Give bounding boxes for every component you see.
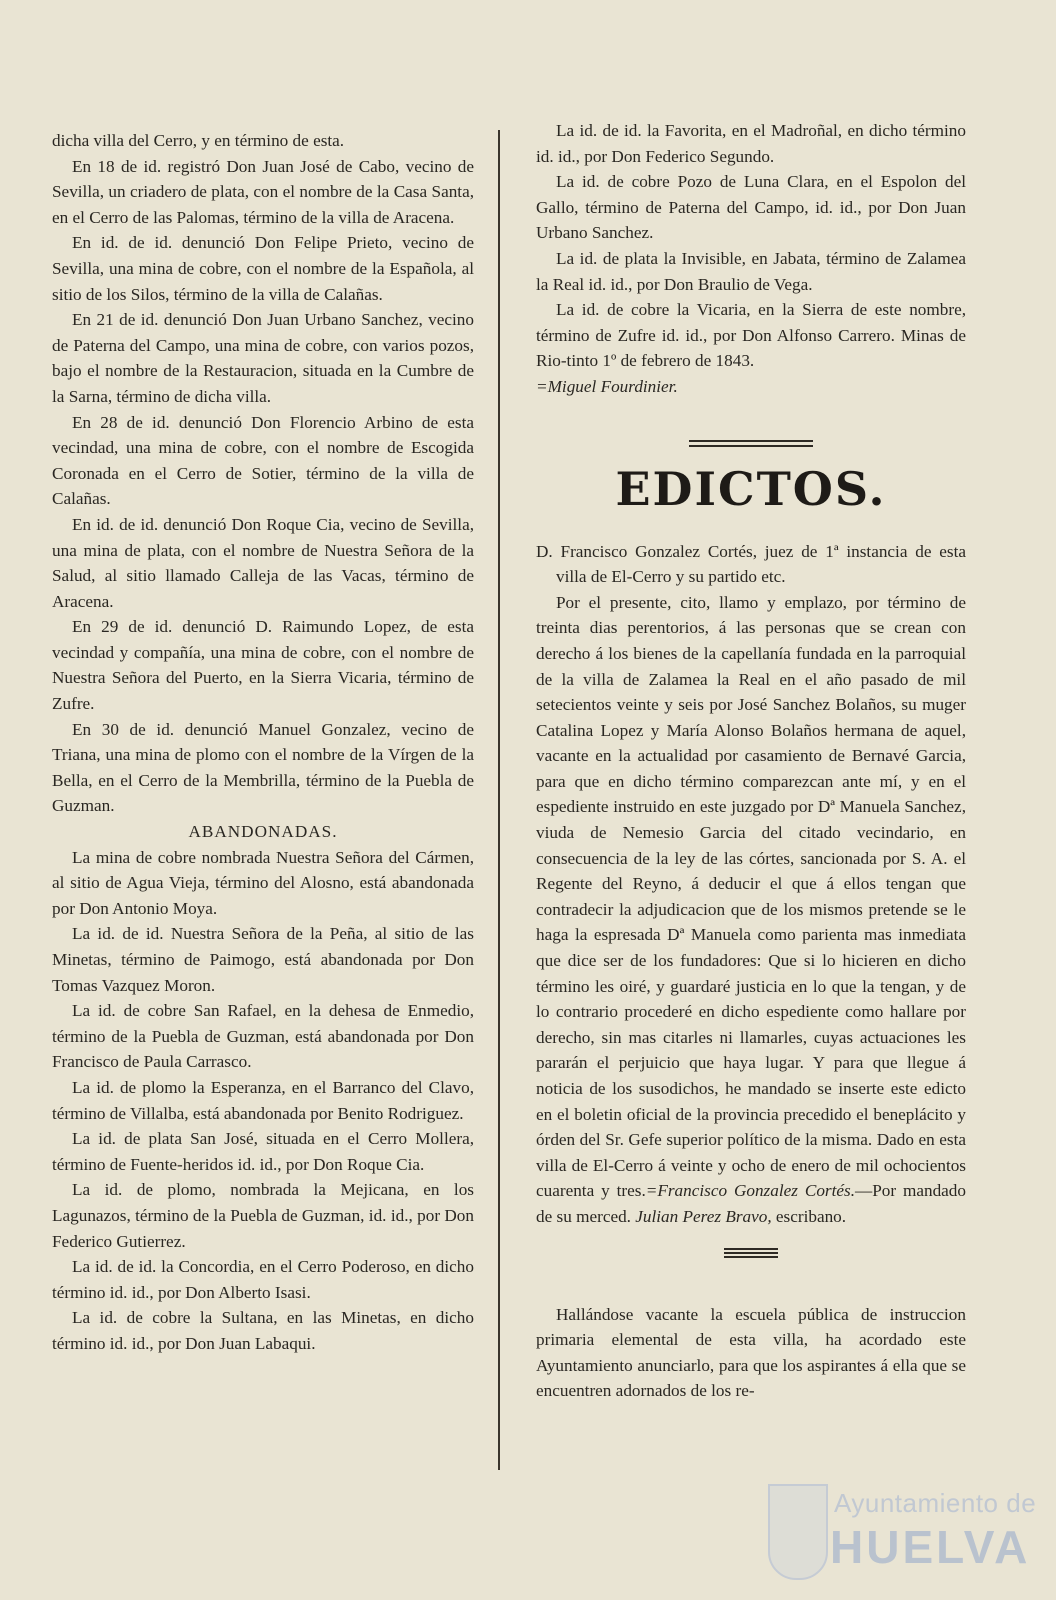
paragraph: En id. de id. denunció Don Roque Cia, vecino de Sevilla, una mina de plata, con el nombre de Nuestra Señora de la Salud, al sitio llamado Calleja de las Vacas, término de Aracena. <box>52 514 474 611</box>
paragraph: La id. de cobre la Vicaria, en la Sierra de este nombre, término de Zufre id. id., por Don Alfonso Carrero. Minas de Rio-tinto 1º de febrero de 1843. <box>536 300 966 371</box>
edictos-heading: EDICTOS. <box>615 461 887 516</box>
paragraph: En 21 de id. denunció Don Juan Urbano Sanchez, vecino de Paterna del Campo, una mina de cobre, con varios pozos, bajo el nombre de la Restauracion, situada en la Cumbre de la Sarna, término de dicha villa. <box>52 310 474 406</box>
paragraph: En 28 de id. denunció Don Florencio Arbino de esta vecindad, una mina de cobre, con el nombre de Escogida Coronada en el Cerro de Sotier, término de la villa de Calañas. <box>52 412 474 509</box>
archive-watermark <box>768 1474 1037 1584</box>
school-notice: Hallándose vacante la escuela pública de instruccion primaria elemental de esta villa, ha acordado este Ayuntamiento anunciarlo, para que los aspirantes á ella que se encuentren adornados de los re- <box>536 1304 966 1401</box>
signature: =Miguel Fourdinier. <box>536 376 678 396</box>
decree-signature-judge: =Francisco Gonzalez Cortés. <box>645 1181 855 1201</box>
decree-signature-mandate: —Por mandado de su merced. <box>536 1181 966 1226</box>
left-column <box>52 128 474 1357</box>
paragraph: La id. de id. Nuestra Señora de la Peña, al sitio de las Minetas, término de Paimogo, está abandonada por Don Tomas Vazquez Moron. <box>52 924 474 995</box>
paragraph: La id. de plata San José, situada en el Cerro Mollera, término de Fuente-heridos id. id., por Don Roque Cia. <box>52 1129 474 1174</box>
shield-icon <box>768 1484 828 1580</box>
decree-signature-clerk: Julian Perez Bravo, <box>635 1206 772 1226</box>
right-column <box>536 118 966 1404</box>
decree-body-text: Por el presente, cito, llamo y emplazo, por término de treinta dias perentorios, á las personas que se crean con derecho á los bienes de la capellanía fundada en la parroquial de la villa de Zalamea la Real en el año pasado de mil setecientos veinte y seis por José Sanchez Bolaños, su muger Catalina Lopez y María Alonso Bolaños hermana de aquel, vacante en la actualidad por casamiento de Bernavé Garcia, para que en dicho término comparezcan ante mí, y en el espediente instruido en este juzgado por Dª Manuela Sanchez, viuda de Nemesio Garcia del citado vecindario, en consecuencia de la ley de las córtes, sancionada por S. A. el Regente del Reyno, á deducir el que á ellos tengan que contradecir la adjudicacion que de los mismos pretende se le haga la espresada Dª Manuela como parienta mas inmediata que dice ser de los fundadores: Que si lo hicieren en dicho término les oiré, y guardaré justicia en lo que la tengan, y de lo contrario procederé en dicho espediente como hallare por derecho, sin mas citarles ni llamarles, cuyas actuaciones les pararán el perjuicio que haya lugar. Y para que llegue á noticia de los susodichos, he mandado se inserte este edicto en el boletin oficial de la provincia precedido el beneplácito y órden del Sr. Gefe superior político de la misma. Dado en esta villa de El-Cerro á veinte y ocho de enero de mil ochocientos cuarenta y tres. <box>536 592 966 1201</box>
decree-lead <box>536 539 966 590</box>
column-divider <box>498 130 500 1470</box>
paragraph: En id. de id. denunció Don Felipe Prieto, vecino de Sevilla, una mina de cobre, con el nombre de la Española, al sitio de los Silos, término de la villa de Calañas. <box>52 233 474 304</box>
paragraph: La id. de cobre San Rafael, en la dehesa de Enmedio, término de la Puebla de Guzman, está abandonada por Don Francisco de Paula Carrasco. <box>52 1001 474 1072</box>
paragraph: La id. de plomo, nombrada la Mejicana, en los Lagunazos, término de la Puebla de Guzman, id. id., por Don Federico Gutierrez. <box>52 1180 474 1251</box>
paragraph: La id. de plata la Invisible, en Jabata, término de Zalamea la Real id. id., por Don Braulio de Vega. <box>536 248 966 294</box>
watermark-line-1: Ayuntamiento de <box>834 1488 1037 1518</box>
paragraph: La mina de cobre nombrada Nuestra Señora del Cármen, al sitio de Agua Vieja, término del Alosno, está abandonada por Don Antonio Moya. <box>52 847 474 918</box>
paragraph: La id. de id. la Favorita, en el Madroñal, en dicho término id. id., por Don Federico Segundo. <box>536 121 966 166</box>
signature-line <box>536 374 966 400</box>
decree-signature-role: escribano. <box>775 1206 847 1226</box>
paragraph: La id. de id. la Concordia, en el Cerro Poderoso, en dicho término id. id., por Don Alberto Isasi. <box>52 1257 474 1302</box>
paragraph: dicha villa del Cerro, y en término de esta. <box>52 131 345 150</box>
watermark-line-2: HUELVA <box>830 1521 1031 1573</box>
ornament-divider <box>724 1248 778 1258</box>
paragraph: En 18 de id. registró Don Juan José de Cabo, vecino de Sevilla, un criadero de plata, con el nombre de la Casa Santa, en el Cerro de las Palomas, término de la villa de Aracena. <box>52 156 474 227</box>
paragraph: La id. de cobre Pozo de Luna Clara, en el Espolon del Gallo, término de Paterna del Campo, id. id., por Don Juan Urbano Sanchez. <box>536 172 966 243</box>
decree-body <box>536 590 966 1230</box>
paragraph: La id. de plomo la Esperanza, en el Barranco del Clavo, término de Villalba, está abandonada por Benito Rodriguez. <box>52 1077 474 1123</box>
section-title-abandonadas: ABANDONADAS. <box>188 822 338 842</box>
paragraph: En 29 de id. denunció D. Raimundo Lopez, de esta vecindad y compañía, una mina de cobre, con el nombre de Nuestra Señora del Puerto, en la Sierra Vicaria, término de Zufre. <box>52 617 474 714</box>
decree-lead-text: D. Francisco Gonzalez Cortés, juez de 1ª instancia de esta villa de El-Cerro y su partido etc. <box>536 541 966 587</box>
paragraph: En 30 de id. denunció Manuel Gonzalez, vecino de Triana, una mina de plomo con el nombre de la Vírgen de la Bella, en el Cerro de la Membrilla, término de la Puebla de Guzman. <box>52 719 474 816</box>
double-rule-divider <box>689 440 813 447</box>
paragraph: La id. de cobre la Sultana, en las Minetas, en dicho término id. id., por Don Juan Labaqui. <box>52 1308 474 1353</box>
